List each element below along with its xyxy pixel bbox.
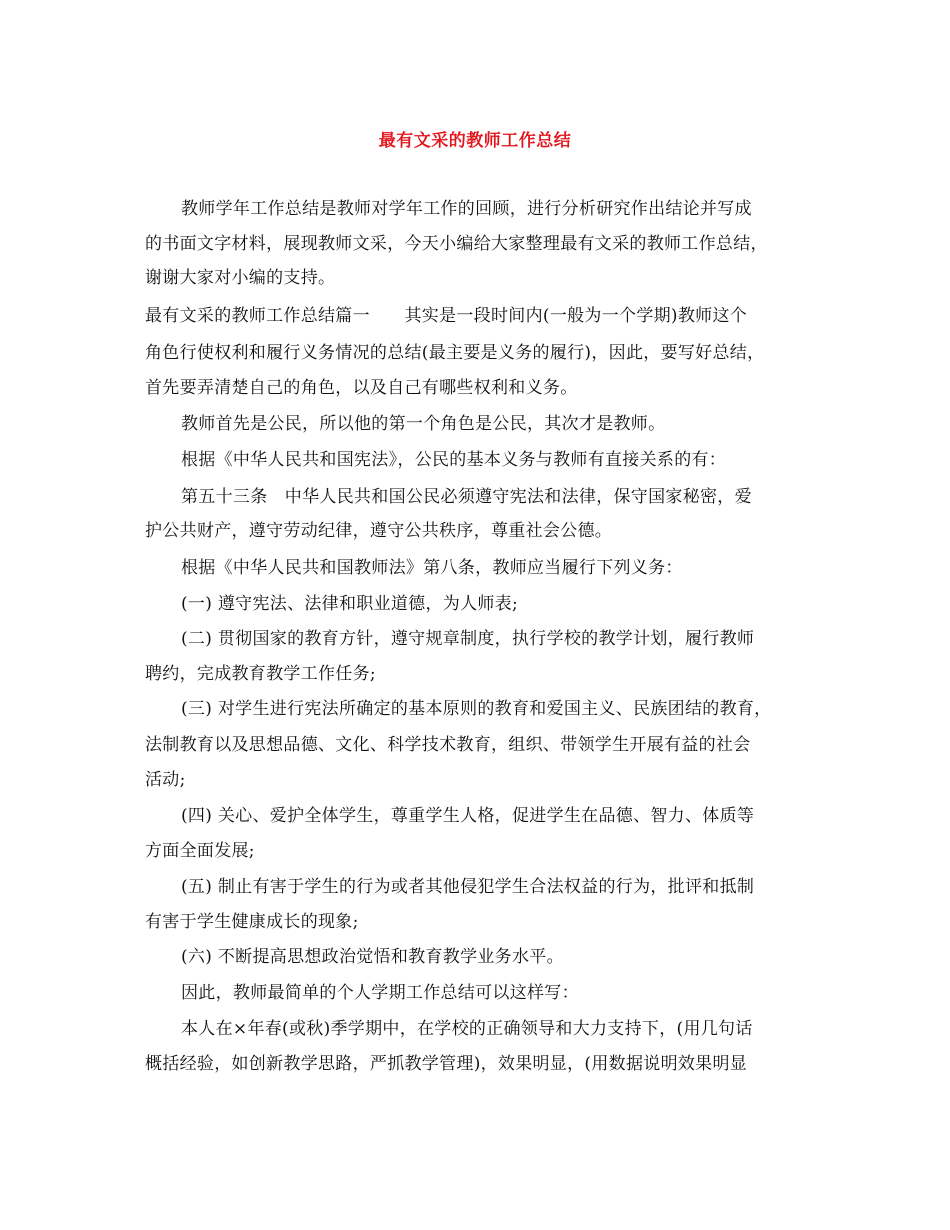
paragraph-line: (四) 关心、爱护全体学生，尊重学生人格，促进学生在品德、智力、体质等	[181, 806, 755, 826]
paragraph-line: 活动;	[145, 770, 186, 790]
paragraph-line: 教师首先是公民，所以他的第一个角色是公民，其次才是教师。	[181, 414, 666, 434]
document-title: 最有文采的教师工作总结	[378, 131, 572, 151]
paragraph-line: 因此，教师最简单的个人学期工作总结可以这样写：	[181, 983, 579, 1003]
paragraph-line: 法制教育以及思想品德、文化、科学技术教育，组织、带领学生开展有益的社会	[145, 735, 751, 755]
paragraph-line: 概括经验，如创新教学思路，严抓教学管理)，效果明显，(用数据说明效果明显	[145, 1054, 748, 1074]
paragraph-line: 聘约，完成教育教学工作任务;	[145, 664, 376, 684]
paragraph-line: 方面全面发展;	[145, 841, 255, 861]
paragraph-line: (二) 贯彻国家的教育方针，遵守规章制度，执行学校的教学计划，履行教师	[181, 629, 755, 649]
paragraph-line: (一) 遵守宪法、法律和职业道德，为人师表;	[181, 594, 518, 614]
paragraph-line: 护公共财产，遵守劳动纪律，遵守公共秩序，尊重社会公德。	[145, 521, 613, 541]
paragraph-line: (六) 不断提高思想政治觉悟和教育教学业务水平。	[181, 947, 564, 967]
paragraph-line: 教师学年工作总结是教师对学年工作的回顾，进行分析研究作出结论并写成	[181, 199, 752, 219]
paragraph-line: 谢谢大家对小编的支持。	[145, 268, 336, 288]
paragraph-line: 最有文采的教师工作总结篇一 其实是一段时间内(一般为一个学期)教师这个	[145, 306, 748, 326]
paragraph-line: (五) 制止有害于学生的行为或者其他侵犯学生合法权益的行为，批评和抵制	[181, 877, 755, 897]
paragraph-line: (三) 对学生进行宪法所确定的基本原则的教育和爱国主义、民族团结的教育，	[181, 699, 772, 719]
paragraph-line: 有害于学生健康成长的现象;	[145, 912, 359, 932]
paragraph-line: 本人在×年春(或秋)季学期中，在学校的正确领导和大力支持下，(用几句话	[181, 1019, 753, 1039]
paragraph-line: 根据《中华人民共和国教师法》第八条，教师应当履行下列义务：	[181, 558, 683, 578]
paragraph-line: 第五十三条 中华人民共和国公民必须遵守宪法和法律，保守国家秘密，爱	[181, 487, 752, 507]
paragraph-line: 角色行使权利和履行义务情况的总结(最主要是义务的履行)，因此，要写好总结，	[145, 343, 765, 363]
paragraph-line: 的书面文字材料，展现教师文采，今天小编给大家整理最有文采的教师工作总结，	[145, 234, 768, 254]
paragraph-line: 首先要弄清楚自己的角色，以及自己有哪些权利和义务。	[145, 378, 578, 398]
paragraph-line: 根据《中华人民共和国宪法》，公民的基本义务与教师有直接关系的有：	[181, 450, 727, 470]
